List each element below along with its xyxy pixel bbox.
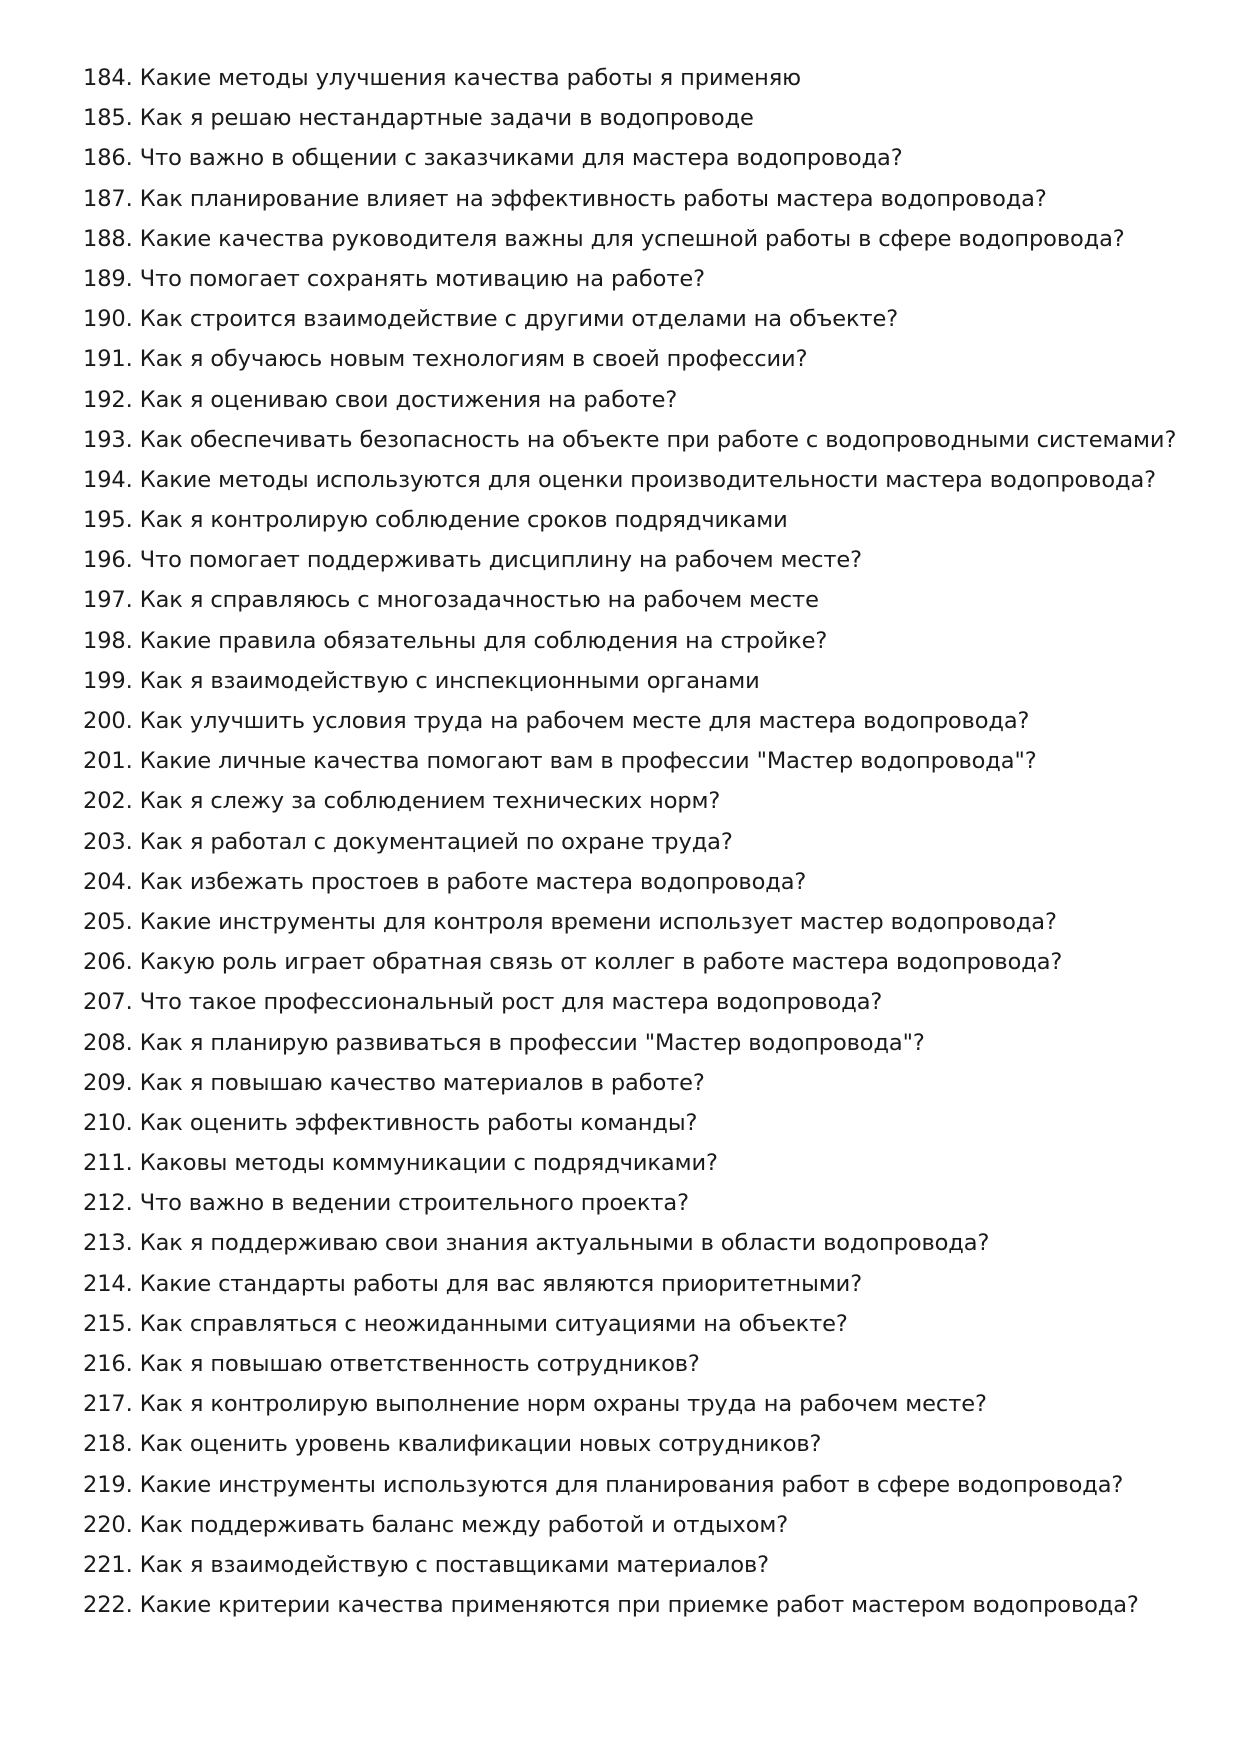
question-item: 217. Как я контролирую выполнение норм охраны труда на рабочем месте?: [83, 1391, 987, 1418]
question-item: 211. Каковы методы коммуникации с подрядчиками?: [83, 1150, 718, 1177]
question-item: 214. Какие стандарты работы для вас являются приоритетными?: [83, 1270, 863, 1297]
question-item: 191. Как я обучаюсь новым технологиям в своей профессии?: [83, 346, 808, 373]
question-item: 200. Как улучшить условия труда на рабочем месте для мастера водопровода?: [83, 708, 1030, 734]
question-item: 212. Что важно в ведении строительного проекта?: [83, 1190, 689, 1217]
question-item: 206. Какую роль играет обратная связь от коллег в работе мастера водопровода?: [83, 949, 1063, 976]
question-item: 222. Какие критерии качества применяются при приемке работ мастером водопровода?: [83, 1592, 1139, 1619]
question-item: 203. Как я работал с документацией по охране труда?: [83, 828, 733, 855]
question-item: 190. Как строится взаимодействие с другими отделами на объекте?: [83, 306, 899, 333]
question-item: 188. Какие качества руководителя важны для успешной работы в сфере водопровода?: [83, 225, 1125, 252]
question-item: 204. Как избежать простоев в работе мастера водопровода?: [83, 868, 807, 895]
question-item: 201. Какие личные качества помогают вам в профессии "Мастер водопровода"?: [83, 748, 1037, 775]
question-list: [83, 58, 1203, 1625]
question-item: 210. Как оценить эффективность работы команды?: [83, 1109, 698, 1136]
question-item: 216. Как я повышаю ответственность сотрудников?: [83, 1351, 700, 1377]
question-item: 187. Как планирование влияет на эффективность работы мастера водопровода?: [83, 185, 1047, 212]
question-item: 199. Как я взаимодействую с инспекционными органами: [83, 667, 760, 694]
question-item: 218. Как оценить уровень квалификации новых сотрудников?: [83, 1431, 822, 1458]
question-item: 185. Как я решаю нестандартные задачи в водопроводе: [83, 105, 754, 132]
question-item: 205. Какие инструменты для контроля времени использует мастер водопровода?: [83, 908, 1057, 935]
question-item: 194. Какие методы используются для оценки производительности мастера водопровода?: [83, 466, 1156, 493]
question-item: 197. Как я справляюсь с многозадачностью на рабочем месте: [83, 587, 819, 614]
question-item: 209. Как я повышаю качество материалов в работе?: [83, 1069, 705, 1096]
question-item: 220. Как поддерживать баланс между работой и отдыхом?: [83, 1511, 789, 1538]
question-item: 192. Как я оцениваю свои достижения на работе?: [83, 386, 678, 413]
question-item: 219. Какие инструменты используются для планирования работ в сфере водопровода?: [83, 1471, 1124, 1498]
question-item: 189. Что помогает сохранять мотивацию на работе?: [83, 265, 705, 292]
question-item: 198. Какие правила обязательны для соблюдения на стройке?: [83, 627, 828, 654]
question-item: 208. Как я планирую развиваться в профессии "Мастер водопровода"?: [83, 1029, 925, 1056]
question-item: 193. Как обеспечивать безопасность на объекте при работе с водопроводными системами?: [83, 426, 1177, 453]
question-item: 221. Как я взаимодействую с поставщиками материалов?: [83, 1551, 770, 1578]
question-item: 215. Как справляться с неожиданными ситуациями на объекте?: [83, 1310, 848, 1337]
question-item: 195. Как я контролирую соблюдение сроков подрядчиками: [83, 507, 788, 534]
question-item: 202. Как я слежу за соблюдением технических норм?: [83, 788, 721, 815]
question-item: 207. Что такое профессиональный рост для мастера водопровода?: [83, 989, 883, 1016]
question-item: 186. Что важно в общении с заказчиками для мастера водопровода?: [83, 145, 903, 172]
question-item: 213. Как я поддерживаю свои знания актуальными в области водопровода?: [83, 1230, 990, 1257]
question-item: 196. Что помогает поддерживать дисциплину на рабочем месте?: [83, 547, 862, 574]
question-item: 184. Какие методы улучшения качества работы я применяю: [83, 65, 801, 91]
